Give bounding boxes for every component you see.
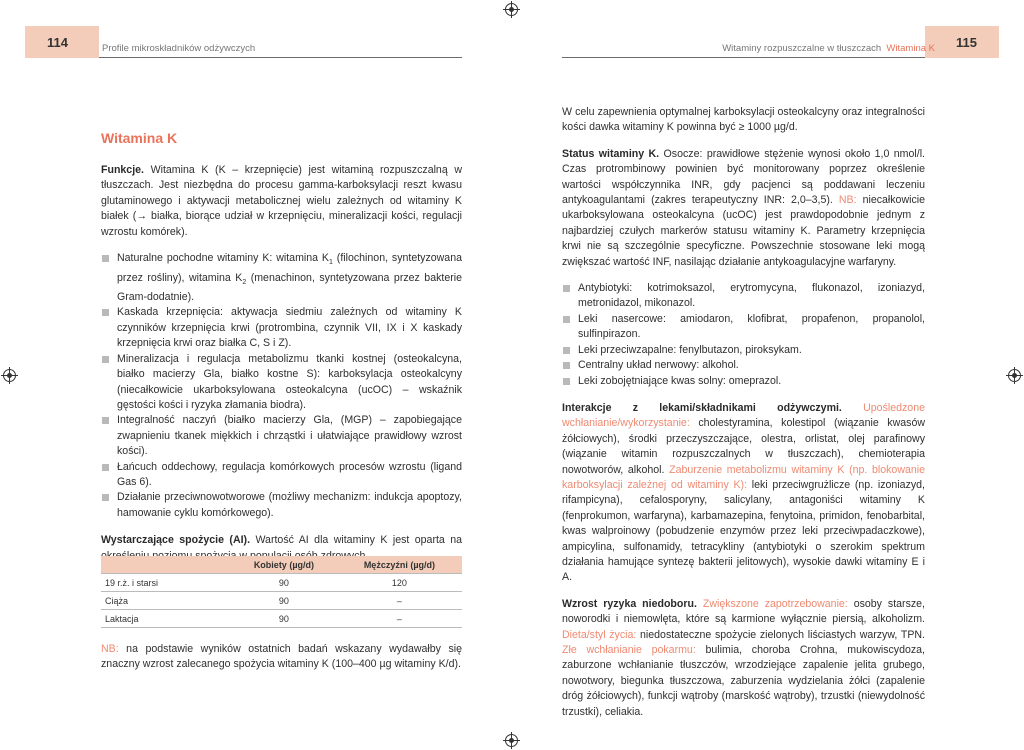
- status-nb: NB:: [838, 194, 857, 207]
- table-cell: –: [337, 610, 462, 628]
- drugs-list: [562, 281, 925, 389]
- table-header-cell: Mężczyźni (µg/d): [337, 556, 462, 574]
- table-header-cell: [101, 556, 231, 574]
- table-cell: Ciąża: [101, 592, 231, 610]
- ai-label: Wystarczające spożycie (AI).: [101, 534, 251, 547]
- left-body: [101, 163, 462, 575]
- list-item: Integralność naczyń (białko macierzy Gla, (MGP) – zapobiegające zwapnieniu tkanek miękkich i chrząstki i ułatwiające prawidłowy wzrost kości).: [101, 413, 462, 459]
- list-item: Łańcuch oddechowy, regulacja komórkowych procesów wzrostu (ligand Gas 6).: [101, 460, 462, 491]
- table-cell: –: [337, 592, 462, 610]
- right-body: [562, 105, 925, 731]
- risk-paragraph: Wzrost ryzyka niedoboru. Zwiększone zapotrzebowanie: osoby starsze, noworodki i niemowlęta, które są karmione wyłącznie piersią, alkoholizm. Dieta/styl życia: niedostateczne spożycie zielonych liściastych warzyw, TPN. Złe wchłanianie pokarmu: bulimia, choroba Crohna, mukowiscydoza, zaburzone wchłanianie tłuszczów, wrzodziejące zapalenie jelita grubego, nowotwory, biegunka tłuszczowa, zaburzenia wydzielania żółci (zapalenie dróg żółciowych), funkcji wątroby (marskość wątroby), trzustki (niewydolność trzustki), celiakia.: [562, 597, 926, 718]
- running-head-left: Profile mikroskładników odżywczych: [102, 43, 256, 54]
- table-cell: 90: [231, 592, 337, 610]
- page-number-right: 115: [925, 26, 999, 58]
- status-label: Status witaminy K.: [562, 147, 660, 160]
- table-cell: 90: [231, 574, 337, 592]
- table-row: [101, 610, 462, 628]
- ai-text: Wartość AI dla witaminy K jest oparta na: [255, 534, 463, 547]
- list-item: Antybiotyki: kotrimoksazol, erytromycyna, flukonazol, izoniazyd, metronidazol, mikonazol.: [562, 281, 925, 312]
- list-item: Leki nasercowe: amiodaron, klofibrat, propafenon, propanolol, sulfinpirazon.: [562, 312, 925, 343]
- list-item: Leki zobojętniające kwas solny: omeprazol.: [562, 374, 925, 389]
- list-item: Mineralizacja i regulacja metabolizmu tkanki kostnej (osteokalcyna, białko macierzy Gla, białko kostne S): karboksylacja osteokalcyny (niecałkowicie ukarboksylowana osteokalcyna (ucOC) – wskaźnik gęstości kości i ryzyka złamania biodra).: [101, 352, 462, 414]
- list-item: Centralny układ nerwowy: alkohol.: [562, 358, 925, 373]
- header-rule-right: [562, 57, 925, 58]
- table-header-row: [101, 556, 462, 574]
- table-cell: 90: [231, 610, 337, 628]
- nb-text: na podstawie wyników ostatnich badań wskazany wydawałby się znaczny wzrost zalecanego spożycia witaminy K (100–400 µg witaminy K/d).: [101, 643, 462, 671]
- risk-label: Wzrost ryzyka niedoboru.: [562, 597, 697, 610]
- table-header-cell: Kobiety (µg/d): [231, 556, 337, 574]
- status-paragraph: Status witaminy K. Osocze: prawidłowe stężenie wynosi około 1,0 nmol/l. Czas protrombinowy powinien być monitorowany poprzez określenie wartości współczynnika INR, gdy pacjenci są poddawani leczeniu antykoagulantami (zakres terapeutyczny INR: 2,0–3,5). NB: niecałkowicie ukarboksylowana osteokalcyna (ucOC) jest prawdopodobnie jednym z najbardziej czułych markerów statusu witaminy K. Parametry krzepnięcia krwi nie są szczególnie specyficzne. Powszechnie stosowane leki mogą zwiększać wartość INF, nasilając działanie antykoagulacyjne warfaryny.: [562, 147, 925, 268]
- table-row: [101, 592, 462, 610]
- functions-paragraph: [101, 163, 462, 240]
- table-cell: Laktacja: [101, 610, 231, 628]
- list-item: Kaskada krzepnięcia: aktywacja siedmiu zależnych od witaminy K czynników krzepnięcia krwi (protrombina, czynnik VII, IX i X kaskady krzepnięcia krwi oraz białka C, S i Z).: [101, 305, 462, 351]
- table-cell: 19 r.ż. i starsi: [101, 574, 231, 592]
- table-row: [101, 574, 462, 592]
- table-cell: 120: [337, 574, 462, 592]
- list-item: Leki przeciwzapalne: fenylbutazon, piroksykam.: [562, 343, 925, 358]
- right-page: [512, 0, 1024, 750]
- nb-label: NB:: [101, 643, 119, 655]
- list-item: Naturalne pochodne witaminy K: witamina $K_1$ (filochinon, syntetyzowana przez rośliny), witamina $K_2$ (menachinon, syntetyzowana przez bakterie Gram-dodatnie).: [101, 251, 462, 305]
- functions-label: Funkcje.: [101, 164, 144, 176]
- running-head-right: Witaminy rozpuszczalne w tłuszczach Witamina K: [722, 43, 935, 54]
- nb-note: [101, 642, 462, 684]
- ai-table: [101, 556, 462, 628]
- interactions-paragraph: Interakcje z lekami/składnikami odżywczymi. Upośledzone wchłanianie/wykorzystanie: cholestyramina, kolestipol (wiązanie kwasów żółciowych), środki przeczyszczające, olestra, orlistat, olej parafinowy (wiązanie witamin rozpuszczalnych w tłuszczach), chemioterapia nowotworów, alkohol. Zaburzenie metabolizmu witaminy K (np. blokowanie karboksylacji zależnej od witaminy K): leki przeciwgrużlicze (np. izoniazyd, rifampicyna), cefalosporyny, salicylany, antagoniści witaminy K (fenprokumon, warfaryna), karbamazepina, fenytoina, primidon, fenobarbital, kwas walproinowy (pobudzenie enzymów przez leki przeciwpadaczkowe), ampicylina, sulfonamidy, tetracykliny (antybiotyki o szerokim spektrum działania hamujące syntezę bakterii jelitowych), wysokie dawki witaminy E i A.: [562, 401, 926, 584]
- running-head-accent: Witamina K: [886, 43, 935, 54]
- interactions-label: Interakcje z lekami/składnikami odżywczymi.: [562, 401, 842, 414]
- header-rule-left: [99, 57, 462, 58]
- section-title: Witamina K: [101, 130, 178, 146]
- functions-list: [101, 251, 462, 521]
- list-item: Działanie przeciwnowotworowe (możliwy mechanizm: indukcja apoptozy, hamowanie cyklu komórkowego).: [101, 490, 462, 521]
- intro-paragraph: W celu zapewnienia optymalnej karboksylacji osteokalcyny oraz integralności kości dawka witaminy K powinna być ≥ 1000 µg/d.: [562, 106, 925, 134]
- page-number-left: 114: [25, 26, 99, 58]
- functions-text: Witamina K (K – krzepnięcie) jest witaminą rozpuszczalną w tłuszczach. Jest niezbędna do procesu gamma-karboksylacji reszt kwasu glutaminowego i aktywacji metabolicznej wielu zależnych od witaminy K białek (→ białka, biorące udział w krzepnięciu, mineralizacji kości, regulacji wzrostu komórek).: [101, 164, 462, 238]
